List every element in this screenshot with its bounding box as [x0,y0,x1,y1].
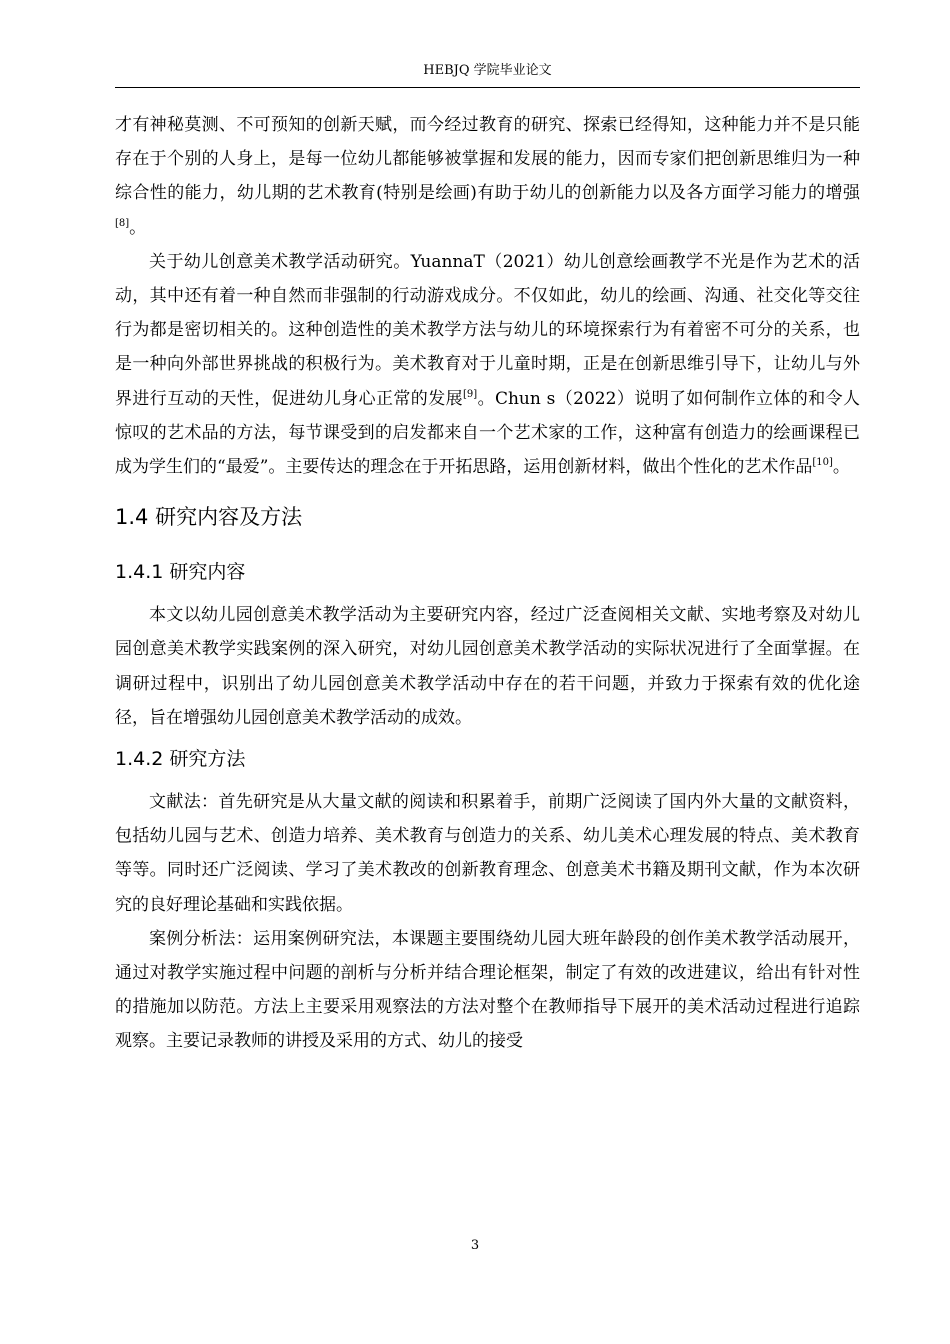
paragraph-text: 关于幼儿创意美术教学活动研究。YuannaT（2021）幼儿创意绘画教学不光是作为艺术的活动，其中还有着一种自然而非强制的行动游戏成分。不仅如此，幼儿的绘画、沟通、社交化等交往行为都是密切相关的。这种创造性的美术教学方法与幼儿的环境探索行为有着密不可分的关系，也是一种向外部世界挑战的积极行为。美术教育对于儿童时期，正是在创新思维引导下，让幼儿与外界进行互动的天性，促进幼儿身心正常的发展 [115,251,860,409]
paragraph-related-research [115,245,860,484]
paragraph-text: 。Chun s（2022）说明了如何制作立体的和令人惊叹的艺术品的方法，每节课受到的启发都来自一个艺术家的工作，这种富有创造力的绘画课程已成为学生们的“最爱”。主要传达的理念在于开拓思路，运用创新材料，做出个性化的艺术作品 [115,388,861,478]
paragraph-tail: 。 [832,457,850,478]
citation-10: [10] [812,457,833,469]
subsection-heading-1-4-2: 1.4.2 研究方法 [115,748,246,771]
paragraph-literature-method: 文献法：首先研究是从大量文献的阅读和积累着手，前期广泛阅读了国内外大量的文献资料，包括幼儿园与艺术、创造力培养、美术教育与创造力的关系、幼儿美术心理发展的特点、美术教育等等。同时还广泛阅读、学习了美术教改的创新教育理念、创意美术书籍及期刊文献，作为本次研究的良好理论基础和实践依据。 [115,792,860,915]
paragraph-tail: 。 [129,217,147,238]
citation-8: [8] [115,217,130,229]
subsection-heading-1-4-1: 1.4.1 研究内容 [115,561,246,584]
paragraph-continued [115,108,860,245]
page-number: 3 [470,1238,480,1253]
header-rule [115,87,860,88]
paragraph-case-analysis-method: 案例分析法：运用案例研究法，本课题主要围绕幼儿园大班年龄段的创作美术教学活动展开，通过对教学实施过程中问题的剖析与分析并结合理论框架，制定了有效的改进建议，给出有针对性的措施加以防范。方法上主要采用观察法的方法对整个在教师指导下展开的美术活动过程进行追踪观察。主要记录教师的讲授及采用的方式、幼儿的接受 [115,928,860,1052]
paragraph-research-content: 本文以幼儿园创意美术教学活动为主要研究内容，经过广泛查阅相关文献、实地考察及对幼儿园创意美术教学实践案例的深入研究，对幼儿园创意美术教学活动的实际状况进行了全面掌握。在调研过程中，识别出了幼儿园创意美术教学活动中存在的若干问题，并致力于探索有效的优化途径，旨在增强幼儿园创意美术教学活动的成效。 [115,605,860,728]
page-body [115,108,860,1059]
running-header: HEBJQ 学院毕业论文 [423,63,552,78]
paragraph-text: 才有神秘莫测、不可预知的创新天赋，而今经过教育的研究、探索已经得知，这种能力并不是只能存在于个别的人身上，是每一位幼儿都能够被掌握和发展的能力，因而专家们把创新思维归为一种综合性的能力，幼儿期的艺术教育(特别是绘画)有助于幼儿的创新能力以及各方面学习能力的增强 [115,115,860,204]
citation-9: [9] [463,388,478,400]
section-heading-1-4: 1.4 研究内容及方法 [115,505,303,530]
